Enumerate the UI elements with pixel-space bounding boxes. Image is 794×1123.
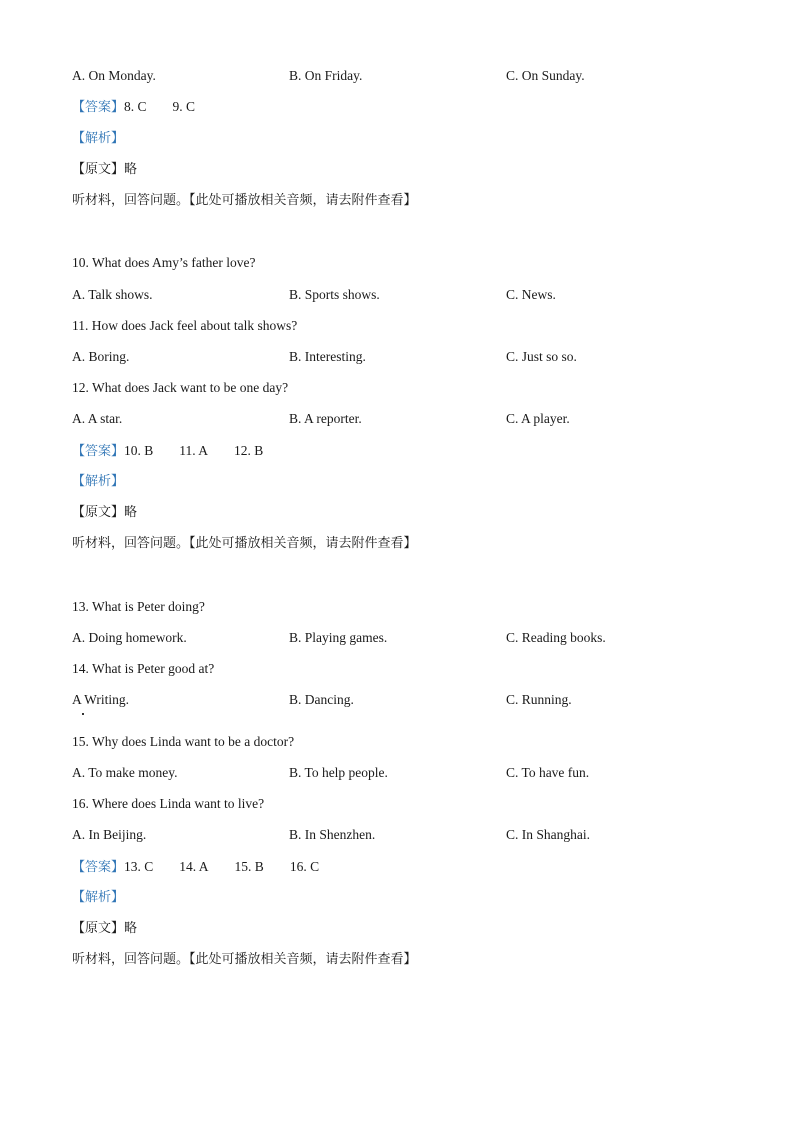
answer-line-3 xyxy=(72,858,319,877)
answer-item: 9. C xyxy=(172,99,196,114)
answer-item: 12. B xyxy=(234,443,264,458)
option-c: C. News. xyxy=(506,287,556,302)
original-text: 【原文】略 xyxy=(72,921,138,936)
option-b: B. In Shenzhen. xyxy=(289,827,376,842)
question-stem: 14. What is Peter good at? xyxy=(72,661,215,676)
option-c: C. A player. xyxy=(506,411,570,426)
answer-tag: 【答案】 xyxy=(72,100,125,115)
option-c: C. Running. xyxy=(506,692,572,707)
answer-tag: 【答案】 xyxy=(72,444,125,459)
answer-item: 14. A xyxy=(179,859,209,874)
option-a: A. Boring. xyxy=(72,349,130,364)
option-b: B. Interesting. xyxy=(289,349,366,364)
option-b: B. A reporter. xyxy=(289,411,362,426)
question-stem: 10. What does Amy’s father love? xyxy=(72,255,256,270)
answer-item: 11. A xyxy=(179,443,209,458)
option-c: C. Reading books. xyxy=(506,630,606,645)
option-b: B. Dancing. xyxy=(289,692,354,707)
option-a: A. Doing homework. xyxy=(72,630,187,645)
original-text: 【原文】略 xyxy=(72,505,138,520)
analysis-tag: 【解析】 xyxy=(72,131,125,146)
analysis-tag: 【解析】 xyxy=(72,474,125,489)
option-b: B. Sports shows. xyxy=(289,287,380,302)
stray-dot xyxy=(82,713,84,715)
question-stem: 12. What does Jack want to be one day? xyxy=(72,380,289,395)
option-c: C. To have fun. xyxy=(506,765,590,780)
question-stem: 16. Where does Linda want to live? xyxy=(72,796,265,811)
option-c: C. In Shanghai. xyxy=(506,827,590,842)
question-stem: 13. What is Peter doing? xyxy=(72,599,205,614)
option-a: A. To make money. xyxy=(72,765,178,780)
option-a: A. In Beijing. xyxy=(72,827,147,842)
option-a: A. Talk shows. xyxy=(72,287,153,302)
option-a: A Writing. xyxy=(72,692,129,707)
instruction-line: 听材料，回答问题。【此处可播放相关音频，请去附件查看】 xyxy=(72,193,417,208)
option-b: B. To help people. xyxy=(289,765,388,780)
option-b: B. Playing games. xyxy=(289,630,388,645)
option-a: A. A star. xyxy=(72,411,123,426)
answer-item: 16. C xyxy=(289,859,320,874)
analysis-tag: 【解析】 xyxy=(72,890,125,905)
answer-item: 13. C xyxy=(124,859,154,874)
q9-option-b: B. On Friday. xyxy=(289,68,363,83)
instruction-line: 听材料，回答问题。【此处可播放相关音频，请去附件查看】 xyxy=(72,952,417,967)
instruction-line: 听材料，回答问题。【此处可播放相关音频，请去附件查看】 xyxy=(72,536,417,551)
answer-item: 15. B xyxy=(234,859,264,874)
answer-line-1 xyxy=(72,98,195,117)
option-c: C. Just so so. xyxy=(506,349,577,364)
answer-tag: 【答案】 xyxy=(72,860,125,875)
question-stem: 11. How does Jack feel about talk shows? xyxy=(72,318,298,333)
answer-line-2 xyxy=(72,442,263,461)
q9-option-c: C. On Sunday. xyxy=(506,68,585,83)
answer-item: 10. B xyxy=(124,443,154,458)
answer-item: 8. C xyxy=(124,99,147,114)
q9-option-a: A. On Monday. xyxy=(72,68,156,83)
original-text: 【原文】略 xyxy=(72,162,138,177)
question-stem: 15. Why does Linda want to be a doctor? xyxy=(72,734,295,749)
